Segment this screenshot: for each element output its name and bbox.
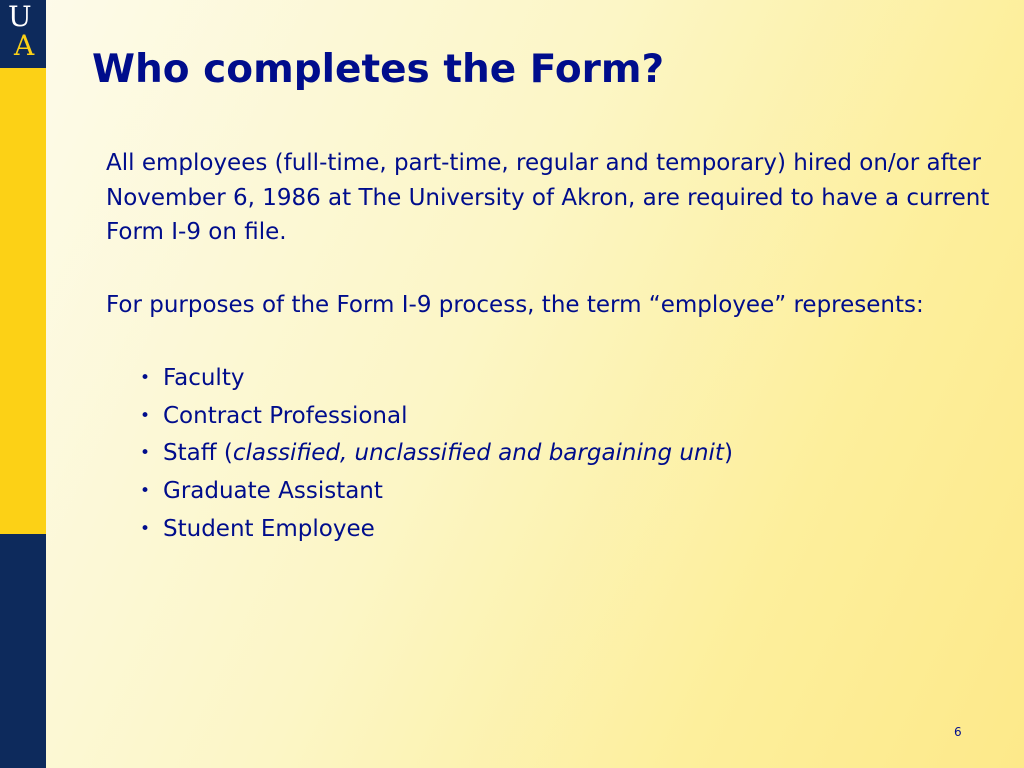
list-item-label: Graduate Assistant: [163, 478, 383, 505]
bullet-icon: •: [140, 368, 151, 388]
list-item-label-prefix: Staff (: [163, 440, 233, 467]
bullet-icon: •: [140, 405, 151, 426]
university-logo: [0, 0, 46, 68]
bullet-icon: •: [140, 443, 151, 464]
sidebar-gold-band: [0, 68, 46, 534]
bullet-icon: •: [140, 481, 151, 502]
list-item-label-suffix: ): [723, 440, 733, 467]
list-item-graduate-assistant: [140, 473, 996, 511]
slide-title: Who completes the Form?: [92, 47, 665, 92]
sidebar: [0, 0, 46, 768]
list-item-label-italic: classified, unclassified and bargaining unit: [232, 440, 724, 467]
list-item-faculty: [140, 360, 996, 398]
list-item-student-employee: [140, 511, 996, 549]
list-item-staff: [140, 435, 996, 473]
list-item-label: Student Employee: [163, 515, 375, 542]
slide-body: [106, 146, 996, 549]
bullet-icon: •: [140, 518, 151, 539]
list-item-label: Faculty: [163, 365, 245, 391]
paragraph-employees: All employees (full-time, part-time, regular and temporary) hired on/or after November 6, 1986 at The University of Akron, are required to have a current Form I-9 on file.: [106, 150, 990, 245]
page-number: 6: [954, 725, 962, 739]
logo-letter-u: U: [8, 0, 32, 33]
paragraph-employee-definition: For purposes of the Form I-9 process, the term “employee” represents:: [106, 291, 924, 318]
list-item-contract-professional: [140, 398, 996, 436]
sidebar-navy-band: [0, 534, 46, 768]
logo-letter-a: A: [14, 29, 35, 62]
list-item-label: Contract Professional: [163, 402, 408, 429]
employee-type-list: [106, 360, 996, 549]
